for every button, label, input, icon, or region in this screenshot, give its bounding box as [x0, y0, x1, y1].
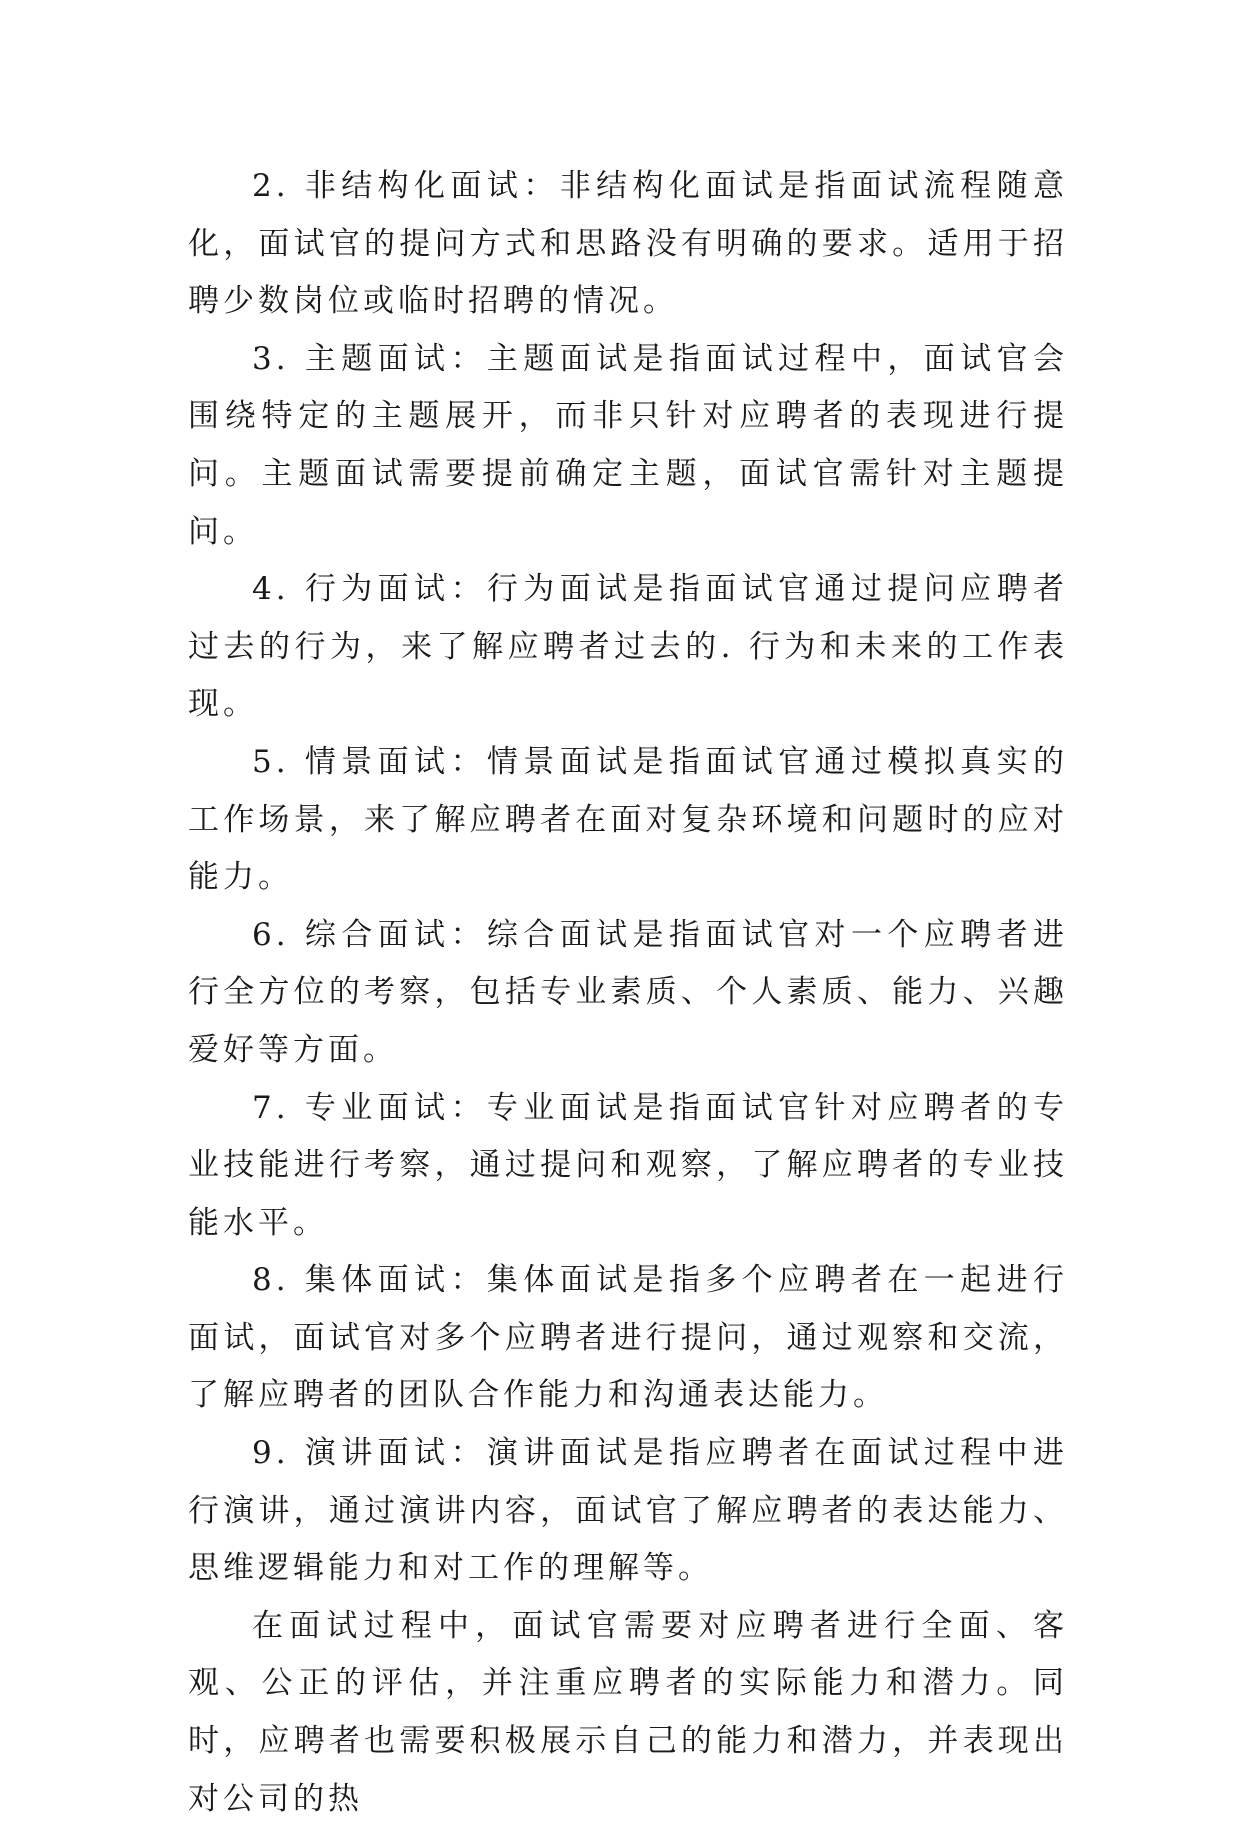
paragraph-professional-interview: 7. 专业面试：专业面试是指面试官针对应聘者的专业技能进行考察，通过提问和观察，了解应聘者的专业技能水平。: [188, 1089, 1068, 1241]
paragraph-conclusion: 在面试过程中，面试官需要对应聘者进行全面、客观、公正的评估，并注重应聘者的实际能力和潜力。同时，应聘者也需要积极展示自己的能力和潜力，并表现出对公司的热: [188, 1607, 1068, 1817]
paragraph-behavioral-interview: 4. 行为面试：行为面试是指面试官通过提问应聘者过去的行为，来了解应聘者过去的. 行为和未来的工作表现。: [188, 571, 1068, 723]
paragraph-comprehensive-interview: 6. 综合面试：综合面试是指面试官对一个应聘者进行全方位的考察，包括专业素质、个人素质、能力、兴趣爱好等方面。: [188, 916, 1068, 1068]
paragraph-speech-interview: 9. 演讲面试：演讲面试是指应聘者在面试过程中进行演讲，通过演讲内容，面试官了解应聘者的表达能力、思维逻辑能力和对工作的理解等。: [188, 1435, 1068, 1587]
paragraph-group-interview: 8. 集体面试：集体面试是指多个应聘者在一起进行面试，面试官对多个应聘者进行提问，通过观察和交流，了解应聘者的团队合作能力和沟通表达能力。: [188, 1262, 1068, 1414]
paragraph-unstructured-interview: 2. 非结构化面试：非结构化面试是指面试流程随意化，面试官的提问方式和思路没有明确的要求。适用于招聘少数岗位或临时招聘的情况。: [188, 168, 1068, 320]
paragraph-theme-interview: 3. 主题面试：主题面试是指面试过程中，面试官会围绕特定的主题展开，而非只针对应聘者的表现进行提问。主题面试需要提前确定主题，面试官需针对主题提问。: [188, 340, 1068, 550]
paragraph-situational-interview: 5. 情景面试：情景面试是指面试官通过模拟真实的工作场景，来了解应聘者在面对复杂环境和问题时的应对能力。: [188, 743, 1068, 896]
document-body: [188, 158, 1068, 1828]
